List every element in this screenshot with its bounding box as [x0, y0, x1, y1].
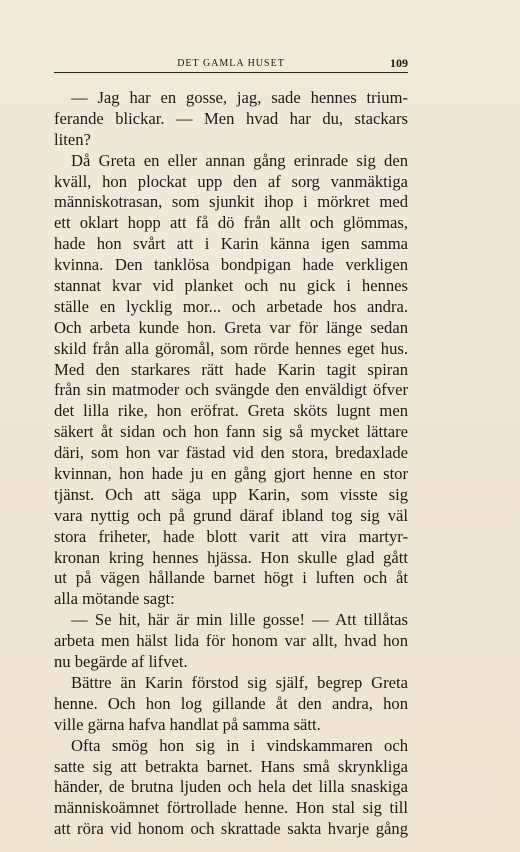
text-line: det lilla rike, hon eröfrat. Greta sköts lugnt men	[54, 401, 408, 421]
text-line: skild från alla göromål, som rörde hennes eget hus.	[54, 338, 408, 358]
text-line: däri, som hon var fästad vid den stora, bredaxlade	[54, 443, 408, 463]
text-line: Då Greta en eller annan gång erinrade sig den	[71, 150, 408, 170]
text-line: kronan kring hennes hjässa. Hon skulle glad gått	[54, 547, 408, 567]
text-line: ferande blickar. — Men hvad har du, stackars	[54, 108, 408, 128]
text-line: alla mötande sagt:	[54, 589, 175, 609]
text-line: nu begärde af lifvet.	[54, 652, 188, 672]
text-line: arbeta men hälst lida för honom var allt, hvad hon	[54, 631, 408, 651]
text-line: hade hon svårt att i Karin känna igen samma	[54, 234, 408, 254]
text-line: satte sig att betrakta barnet. Hans små skrynkliga	[54, 756, 408, 776]
text-line: människotrasan, som sjunkit ihop i mörkret med	[54, 192, 408, 212]
text-line: Och arbeta kunde hon. Greta var för länge sedan	[54, 317, 408, 337]
text-line: stora friheter, hade blott varit att vira martyr-	[54, 526, 408, 546]
running-head: DET GAMLA HUSET	[177, 58, 285, 69]
text-line: kvinna. Den tanklösa bondpigan hade verkligen	[54, 255, 408, 275]
text-line: stannat kvar vid planket och nu gick i hennes	[54, 276, 408, 296]
text-line: Med den starkares rätt hade Karin tagit spiran	[54, 359, 408, 379]
text-line: händer, de brutna ljuden och hela det lilla snaskiga	[54, 777, 408, 797]
text-line: ställe en lycklig mor... och arbetade hos andra.	[54, 296, 408, 316]
text-line: kvinnan, hon hade ju en gång gjort henne en stor	[54, 464, 408, 484]
text-line: Bättre än Karin förstod sig själf, begrep Greta	[71, 672, 408, 692]
text-line: människoämnet förtrollade henne. Hon stal sig till	[54, 798, 408, 818]
text-line: att röra vid honom och skrattade sakta hvarje gång	[54, 819, 408, 839]
text-line: henne. Och hon log gillande åt den andra, hon	[54, 693, 408, 713]
text-line: vara nyttig och på grund däraf ibland tog sig väl	[54, 505, 408, 525]
text-line: kväll, hon plockat upp den af sorg vanmäktiga	[54, 171, 408, 191]
text-line: liten?	[54, 129, 91, 149]
text-line: från sin matmoder och svängde den enväldigt öfver	[54, 380, 408, 400]
header-rule	[54, 72, 408, 73]
text-line: tjänst. Och att säga upp Karin, som visste sig	[54, 484, 408, 504]
text-line: — Se hit, här är min lille gosse! — Att tillåtas	[71, 610, 408, 630]
text-line: ut på vägen hållande barnet högt i luften och åt	[54, 568, 408, 588]
body-text	[54, 88, 408, 840]
page-number: 109	[390, 56, 408, 70]
text-line: — Jag har en gosse, jag, sade hennes trium-	[71, 88, 408, 107]
text-line: ville gärna hafva handlat på samma sätt.	[54, 714, 321, 734]
text-line: Ofta smög hon sig in i vindskammaren och	[71, 735, 408, 755]
text-line: säkert åt sidan och hon fann sig så mycket lättare	[54, 422, 408, 442]
text-line: ett oklart hopp att få dö från allt och glömmas,	[54, 213, 408, 233]
